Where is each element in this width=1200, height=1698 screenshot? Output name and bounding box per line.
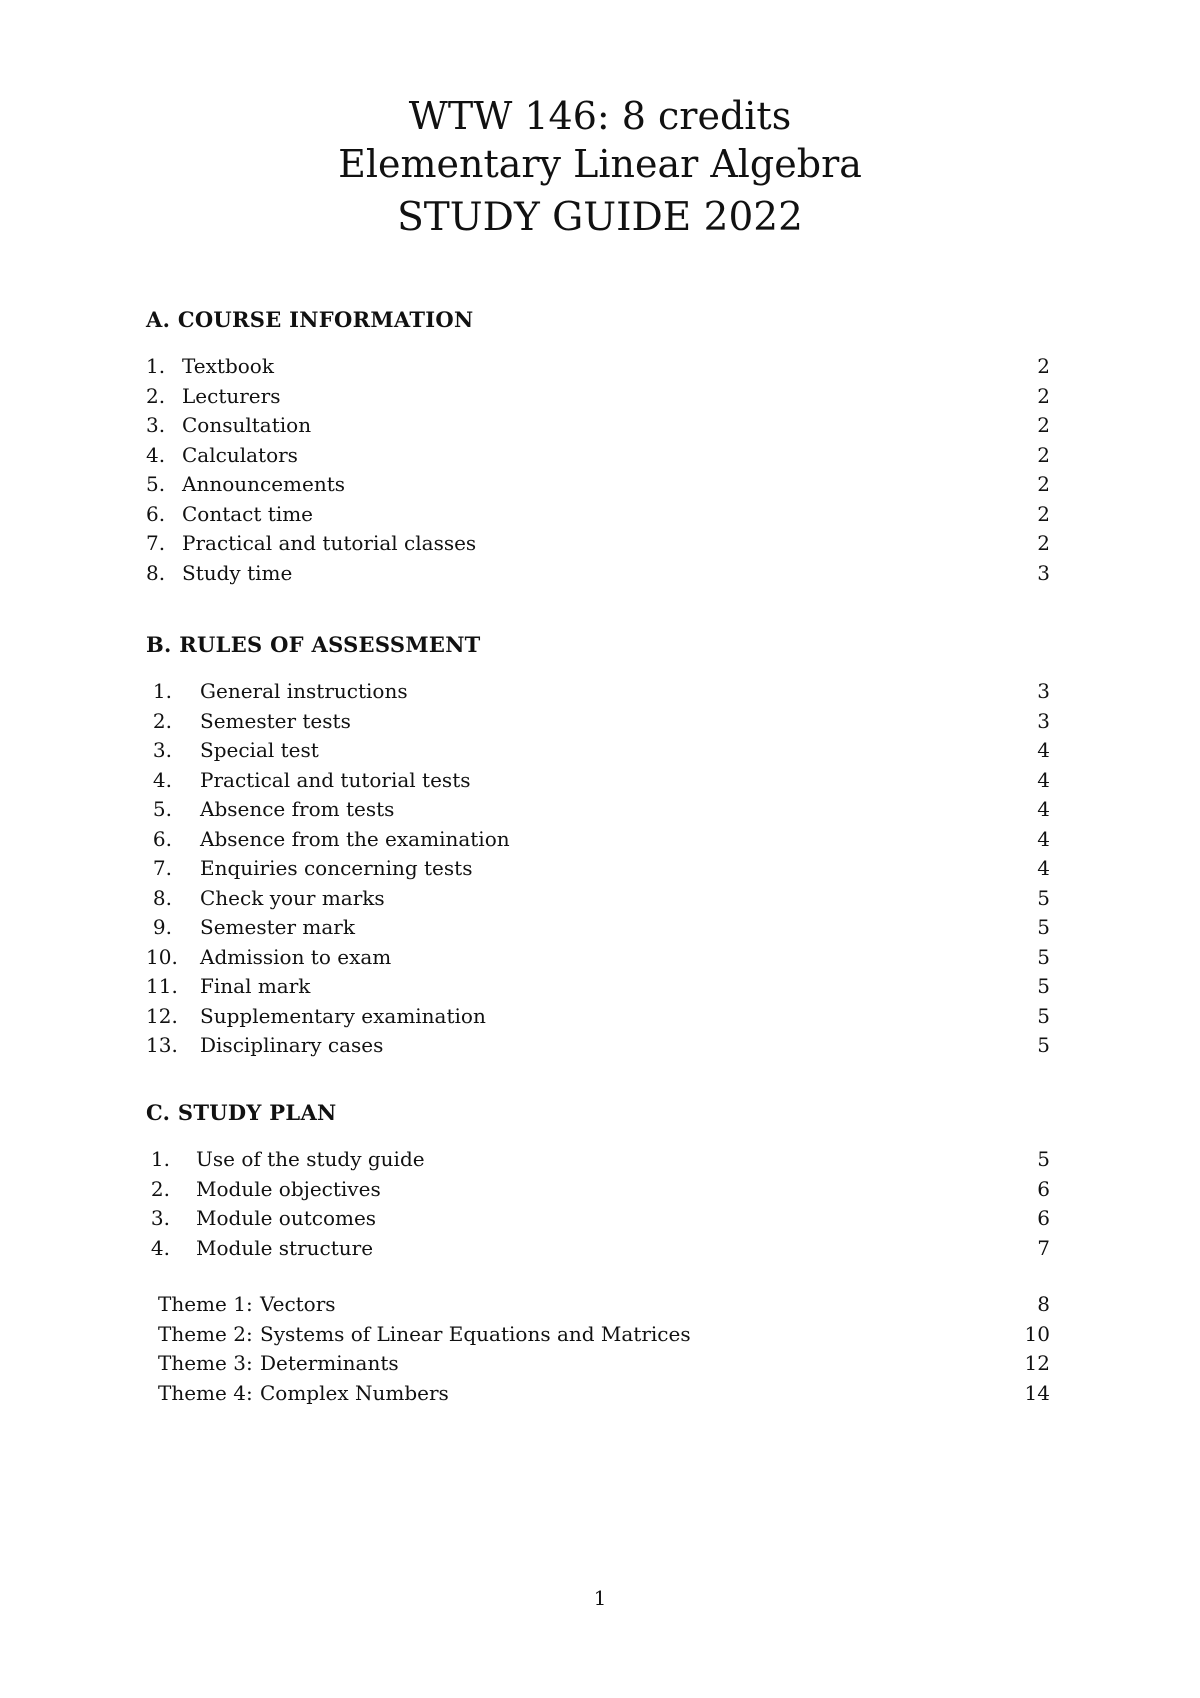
toc-page: 7 <box>1037 1235 1050 1260</box>
toc-number: 12. <box>146 1003 178 1028</box>
toc-entry <box>146 856 1050 886</box>
toc-entry <box>146 827 1050 857</box>
toc-list <box>146 1147 1050 1265</box>
toc-number: 4. <box>152 767 172 792</box>
theme-list <box>146 1292 1050 1410</box>
toc-page: 6 <box>1037 1206 1050 1230</box>
theme-number: Theme 3: <box>158 1351 253 1375</box>
section-heading: B. RULES OF ASSESSMENT <box>146 632 481 657</box>
toc-number: 5. <box>152 797 172 821</box>
toc-entry <box>146 1147 1050 1177</box>
toc-page: 2 <box>1037 442 1050 467</box>
toc-label: Consultation <box>182 413 312 437</box>
toc-entry <box>146 413 1050 443</box>
toc-list <box>146 354 1050 590</box>
theme-number: Theme 4: <box>158 1380 253 1405</box>
toc-page: 2 <box>1037 531 1050 555</box>
toc-label: Enquiries concerning tests <box>200 856 473 880</box>
toc-number: 2. <box>152 708 172 733</box>
toc-number: 6. <box>146 501 166 526</box>
toc-page: 3 <box>1037 679 1050 703</box>
theme-number: Theme 2: <box>158 1321 253 1346</box>
section-course-information <box>146 306 1050 590</box>
toc-label: Check your marks <box>200 885 385 910</box>
study-guide-title: STUDY GUIDE 2022 <box>397 195 803 240</box>
toc-page: 4 <box>1037 856 1050 880</box>
toc-label: General instructions <box>200 679 408 703</box>
theme-page: 8 <box>1037 1292 1050 1316</box>
toc-entry <box>146 384 1050 414</box>
toc-label: Calculators <box>182 442 298 467</box>
theme-entry <box>146 1322 1050 1352</box>
toc-number: 4. <box>150 1235 170 1260</box>
course-code-title: WTW 146: 8 credits <box>408 94 792 138</box>
toc-number: 9. <box>152 915 172 939</box>
theme-page: 14 <box>1024 1380 1050 1405</box>
toc-entry <box>146 709 1050 739</box>
toc-number: 13. <box>146 1033 178 1057</box>
theme-label: Determinants <box>260 1351 399 1375</box>
toc-page: 5 <box>1037 885 1050 910</box>
toc-number: 1. <box>146 354 166 378</box>
toc-number: 3. <box>152 738 172 762</box>
toc-entry <box>146 531 1050 561</box>
toc-label: Supplementary examination <box>200 1003 486 1028</box>
page-number: 1 <box>593 1586 607 1610</box>
toc-page: 5 <box>1037 1033 1050 1057</box>
toc-label: Use of the study guide <box>196 1147 425 1171</box>
toc-entry <box>146 886 1050 916</box>
toc-number: 3. <box>150 1206 170 1230</box>
toc-page: 2 <box>1037 354 1050 378</box>
toc-entry <box>146 1004 1050 1034</box>
theme-label: Vectors <box>260 1292 336 1316</box>
toc-page: 5 <box>1037 974 1050 998</box>
toc-page: 2 <box>1037 383 1050 408</box>
toc-number: 3. <box>146 413 166 437</box>
toc-label: Special test <box>200 738 319 762</box>
theme-entry <box>146 1292 1050 1322</box>
toc-page: 2 <box>1037 413 1050 437</box>
section-rules-of-assessment <box>146 631 1050 1063</box>
toc-number: 6. <box>152 826 172 851</box>
toc-label: Absence from tests <box>200 797 395 821</box>
toc-entry <box>146 1236 1050 1266</box>
toc-entry <box>146 354 1050 384</box>
section-heading: C. STUDY PLAN <box>146 1100 337 1125</box>
toc-page: 6 <box>1037 1176 1050 1201</box>
toc-page: 5 <box>1037 944 1050 969</box>
toc-entry <box>146 945 1050 975</box>
toc-page: 4 <box>1037 826 1050 851</box>
toc-label: Study time <box>182 560 293 585</box>
toc-number: 11. <box>146 974 178 998</box>
toc-entry <box>146 472 1050 502</box>
toc-number: 5. <box>146 472 166 496</box>
toc-number: 7. <box>152 856 172 880</box>
toc-number: 10. <box>146 944 178 969</box>
toc-label: Announcements <box>182 472 346 496</box>
toc-label: Contact time <box>182 501 314 526</box>
toc-label: Disciplinary cases <box>200 1033 384 1057</box>
toc-number: 2. <box>146 383 166 408</box>
toc-entry <box>146 1206 1050 1236</box>
section-study-plan <box>146 1099 1050 1410</box>
toc-label: Semester tests <box>200 708 351 733</box>
toc-entry <box>146 1177 1050 1207</box>
document-title <box>0 92 1200 242</box>
toc-page: 4 <box>1037 738 1050 762</box>
theme-label: Complex Numbers <box>260 1380 449 1405</box>
toc-entry <box>146 1033 1050 1063</box>
toc-entry <box>146 797 1050 827</box>
toc-number: 1. <box>152 679 172 703</box>
theme-entry <box>146 1381 1050 1411</box>
toc-page: 3 <box>1037 560 1050 585</box>
toc-page: 5 <box>1037 1147 1050 1171</box>
toc-number: 1. <box>150 1147 170 1171</box>
toc-label: Module structure <box>196 1235 374 1260</box>
toc-entry <box>146 974 1050 1004</box>
toc-entry <box>146 738 1050 768</box>
toc-entry <box>146 561 1050 591</box>
course-name-title: Elementary Linear Algebra <box>338 142 862 186</box>
toc-list <box>146 679 1050 1063</box>
toc-label: Module objectives <box>196 1176 381 1201</box>
toc-label: Textbook <box>182 354 274 378</box>
toc-entry <box>146 768 1050 798</box>
toc-number: 4. <box>146 442 166 467</box>
theme-label: Systems of Linear Equations and Matrices <box>260 1321 691 1346</box>
section-heading: A. COURSE INFORMATION <box>146 307 474 332</box>
toc-page: 4 <box>1037 767 1050 792</box>
toc-page: 5 <box>1037 1003 1050 1028</box>
toc-page: 3 <box>1037 708 1050 733</box>
toc-label: Practical and tutorial classes <box>182 531 477 555</box>
toc-label: Admission to exam <box>200 944 392 969</box>
theme-page: 10 <box>1024 1321 1050 1346</box>
toc-entry <box>146 915 1050 945</box>
toc-number: 8. <box>152 885 172 910</box>
toc-page: 4 <box>1037 797 1050 821</box>
toc-number: 2. <box>150 1176 170 1201</box>
toc-label: Practical and tutorial tests <box>200 767 471 792</box>
toc-entry <box>146 443 1050 473</box>
toc-page: 2 <box>1037 472 1050 496</box>
toc-label: Module outcomes <box>196 1206 377 1230</box>
toc-page: 2 <box>1037 501 1050 526</box>
toc-label: Final mark <box>200 974 311 998</box>
toc-page: 5 <box>1037 915 1050 939</box>
theme-entry <box>146 1351 1050 1381</box>
theme-page: 12 <box>1024 1351 1050 1375</box>
toc-label: Lecturers <box>182 383 281 408</box>
toc-number: 7. <box>146 531 166 555</box>
theme-number: Theme 1: <box>158 1292 253 1316</box>
toc-label: Semester mark <box>200 915 355 939</box>
toc-entry <box>146 502 1050 532</box>
toc-number: 8. <box>146 560 166 585</box>
toc-entry <box>146 679 1050 709</box>
toc-label: Absence from the examination <box>200 826 510 851</box>
